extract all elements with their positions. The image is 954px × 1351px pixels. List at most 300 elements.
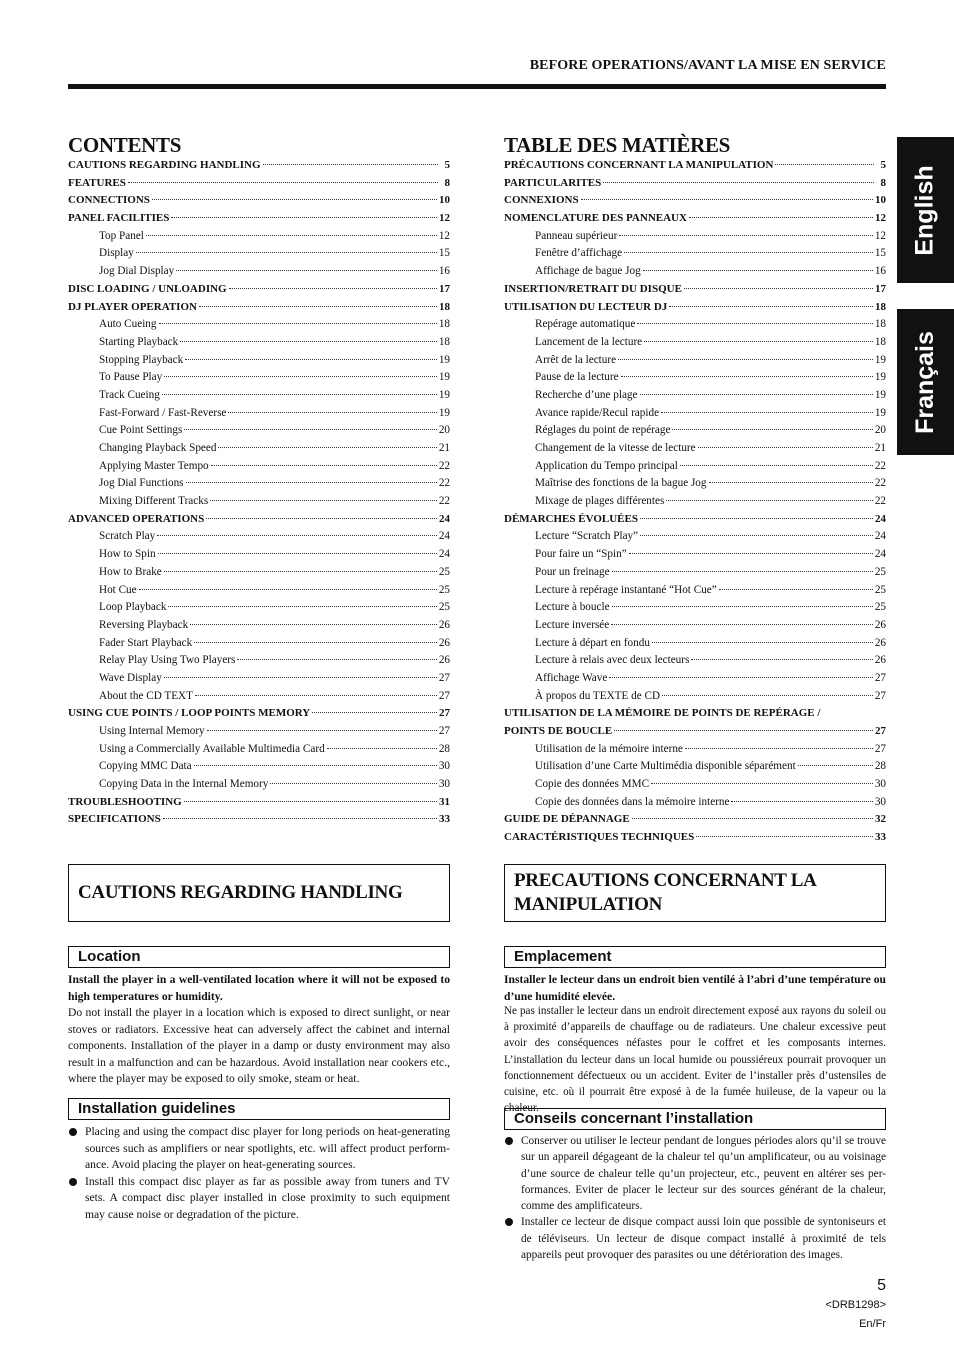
toc-entry-page: 25 bbox=[438, 601, 450, 614]
toc-leader-dots bbox=[611, 624, 873, 625]
toc-entry[interactable] bbox=[68, 707, 450, 725]
toc-entry-label: ADVANCED OPERATIONS bbox=[68, 512, 205, 525]
toc-leader-dots bbox=[229, 288, 437, 289]
toc-entry-page: 31 bbox=[439, 795, 450, 808]
toc-entry-label: USING CUE POINTS / LOOP POINTS MEMORY bbox=[68, 707, 311, 720]
toc-leader-dots bbox=[680, 465, 873, 466]
toc-entry-page: 19 bbox=[438, 371, 450, 384]
toc-entry-page: 33 bbox=[875, 831, 886, 844]
toc-entry[interactable] bbox=[68, 424, 450, 442]
toc-entry-label: DISC LOADING / UNLOADING bbox=[68, 282, 227, 295]
toc-entry-label: DÉMARCHES ÉVOLUÉES bbox=[504, 512, 638, 525]
toc-entry[interactable] bbox=[504, 424, 886, 442]
toc-entry[interactable] bbox=[68, 407, 450, 425]
toc-entry-page: 18 bbox=[875, 300, 886, 313]
toc-leader-dots bbox=[652, 642, 873, 643]
document-code: <DRB1298> bbox=[825, 1299, 886, 1311]
toc-leader-dots bbox=[719, 589, 873, 590]
toc-entry-label: Lecture “Scratch Play” bbox=[535, 530, 639, 543]
toc-leader-dots bbox=[632, 818, 873, 819]
toc-entry[interactable] bbox=[504, 760, 886, 778]
toc-entry-page: 24 bbox=[874, 548, 886, 561]
toc-entry-page: 32 bbox=[875, 813, 886, 826]
toc-entry[interactable] bbox=[504, 707, 886, 725]
toc-entry-page: 27 bbox=[874, 742, 886, 755]
toc-entry-page: 19 bbox=[438, 353, 450, 366]
toc-entry-label: SPECIFICATIONS bbox=[68, 813, 161, 826]
toc-leader-dots bbox=[691, 659, 872, 660]
toc-entry-label: FEATURES bbox=[68, 176, 126, 189]
language-tab-label: English bbox=[911, 164, 940, 256]
toc-entry[interactable] bbox=[504, 212, 886, 230]
toc-entry-page: 22 bbox=[874, 459, 886, 472]
toc-entry-page: 25 bbox=[438, 565, 450, 578]
toc-entry-page: 22 bbox=[874, 477, 886, 490]
toc-leader-dots bbox=[709, 482, 873, 483]
language-tab-english[interactable] bbox=[897, 137, 954, 283]
toc-entry-page: 19 bbox=[874, 371, 886, 384]
toc-entry-label: Using Internal Memory bbox=[99, 725, 205, 737]
toc-entry[interactable] bbox=[68, 354, 450, 372]
toc-entry[interactable] bbox=[504, 548, 886, 566]
toc-entry-page: 22 bbox=[438, 495, 450, 508]
toc-entry[interactable] bbox=[68, 371, 450, 389]
toc-leader-dots bbox=[184, 801, 437, 802]
toc-entry-label: Réglages du point de repérage bbox=[535, 424, 671, 437]
toc-entry-page: 33 bbox=[439, 813, 450, 826]
toc-entry[interactable] bbox=[504, 389, 886, 407]
toc-entry-page: 25 bbox=[438, 583, 450, 596]
toc-entry-page: 16 bbox=[874, 265, 886, 278]
toc-leader-dots bbox=[176, 270, 437, 271]
toc-leader-dots bbox=[128, 182, 438, 183]
toc-entry-label: PANEL FACILITIES bbox=[68, 212, 170, 225]
toc-entry[interactable] bbox=[504, 584, 886, 602]
toc-entry[interactable] bbox=[504, 194, 886, 212]
toc-leader-dots bbox=[190, 624, 437, 625]
toc-entry-page: 26 bbox=[874, 654, 886, 667]
toc-entry-page: 17 bbox=[875, 282, 886, 295]
toc-leader-dots bbox=[168, 606, 436, 607]
toc-entry-label: Lecture inversée bbox=[535, 618, 610, 631]
toc-entry[interactable] bbox=[504, 460, 886, 478]
subsection-title: Conseils concernant l’installation bbox=[504, 1108, 886, 1130]
toc-entry[interactable] bbox=[68, 654, 450, 672]
toc-entry-label: Applying Master Tempo bbox=[99, 459, 209, 472]
toc-entry-page: 27 bbox=[874, 671, 886, 684]
toc-entry[interactable] bbox=[68, 813, 450, 831]
toc-entry[interactable] bbox=[68, 460, 450, 478]
toc-leader-dots bbox=[139, 589, 437, 590]
toc-entry-label: Relay Play Using Two Players bbox=[99, 654, 236, 667]
toc-entry[interactable] bbox=[68, 318, 450, 336]
toc-entry-label: NOMENCLATURE DES PANNEAUX bbox=[504, 212, 687, 225]
toc-entry-label: Wave Display bbox=[99, 671, 162, 684]
toc-entry[interactable] bbox=[504, 796, 886, 814]
toc-entry-page: 12 bbox=[875, 212, 886, 225]
toc-entry-label: Pour un freinage bbox=[535, 565, 610, 578]
toc-entry-page: 27 bbox=[874, 689, 886, 702]
toc-entry[interactable] bbox=[68, 247, 450, 265]
toc-entry-page: 27 bbox=[875, 725, 886, 737]
toc-leader-dots bbox=[211, 465, 437, 466]
subsection-title: Emplacement bbox=[504, 946, 886, 968]
toc-entry-label: How to Spin bbox=[99, 548, 156, 561]
section-title-box bbox=[68, 864, 450, 922]
toc-leader-dots bbox=[228, 412, 436, 413]
toc-leader-dots bbox=[237, 659, 436, 660]
toc-leader-dots bbox=[207, 730, 437, 731]
toc-entry-label: Lecture à boucle bbox=[535, 601, 610, 614]
toc-entry[interactable] bbox=[68, 637, 450, 655]
toc-entry[interactable] bbox=[504, 407, 886, 425]
toc-leader-dots bbox=[199, 306, 437, 307]
toc-leader-dots bbox=[798, 765, 873, 766]
toc-leader-dots bbox=[624, 252, 873, 253]
toc-leader-dots bbox=[672, 429, 872, 430]
toc-entry-page: 18 bbox=[438, 335, 450, 348]
toc-entry-label: Stopping Playback bbox=[99, 353, 184, 366]
toc-entry[interactable] bbox=[504, 513, 886, 531]
toc-entry[interactable] bbox=[68, 495, 450, 513]
toc-entry-label: Lecture à départ en fondu bbox=[535, 636, 650, 649]
toc-entry[interactable] bbox=[504, 530, 886, 548]
toc-entry[interactable] bbox=[68, 796, 450, 814]
table-of-contents bbox=[504, 159, 886, 849]
toc-entry-label: Fenêtre d’affichage bbox=[535, 247, 623, 260]
toc-entry[interactable] bbox=[68, 778, 450, 796]
toc-entry-label: How to Brake bbox=[99, 565, 162, 578]
toc-entry-label: Jog Dial Display bbox=[99, 265, 175, 278]
toc-entry-label: À propos du TEXTE de CD bbox=[535, 689, 661, 702]
toc-entry[interactable] bbox=[504, 654, 886, 672]
toc-entry-page: 19 bbox=[874, 353, 886, 366]
toc-entry[interactable] bbox=[504, 477, 886, 495]
toc-entry[interactable] bbox=[504, 778, 886, 796]
toc-entry-page: 24 bbox=[438, 548, 450, 561]
toc-entry-page: 20 bbox=[874, 424, 886, 437]
toc-entry-label: Recherche d’une plage bbox=[535, 388, 638, 401]
toc-entry-page: 27 bbox=[438, 671, 450, 684]
toc-entry-page: 27 bbox=[438, 689, 450, 702]
toc-entry-label: Copying Data in the Internal Memory bbox=[99, 778, 269, 791]
toc-entry-label: Scratch Play bbox=[99, 530, 156, 543]
toc-entry[interactable] bbox=[504, 725, 886, 743]
toc-entry-label: About the CD TEXT bbox=[99, 689, 193, 702]
language-tab-french[interactable] bbox=[897, 309, 954, 455]
toc-entry[interactable] bbox=[504, 566, 886, 584]
toc-entry-label: Mixage de plages différentes bbox=[535, 495, 665, 508]
toc-entry[interactable] bbox=[68, 477, 450, 495]
toc-entry-label: INSERTION/RETRAIT DU DISQUE bbox=[504, 282, 682, 295]
toc-entry[interactable] bbox=[504, 831, 886, 849]
toc-entry[interactable] bbox=[504, 247, 886, 265]
toc-entry[interactable] bbox=[68, 743, 450, 761]
toc-leader-dots bbox=[640, 535, 873, 536]
toc-entry-page: 19 bbox=[874, 388, 886, 401]
toc-entry-label: Jog Dial Functions bbox=[99, 477, 184, 490]
toc-entry[interactable] bbox=[504, 813, 886, 831]
toc-entry[interactable] bbox=[68, 442, 450, 460]
toc-entry-page: 22 bbox=[438, 459, 450, 472]
toc-entry[interactable] bbox=[504, 177, 886, 195]
toc-entry-label: Starting Playback bbox=[99, 335, 179, 348]
toc-entry[interactable] bbox=[504, 159, 886, 177]
toc-leader-dots bbox=[619, 235, 872, 236]
location-body: Do not install the player in a location which is exposed to direct sunlight, or near stoves or radiators. Excessive heat can adversely affect the cabinet and internal components. Installation of the player in a damp or dusty environment may also result in a malfunction and can be hazardous. Avoid installation near cookers etc., where the player may be exposed to oily smoke, steam or heat. bbox=[68, 1006, 450, 1086]
toc-entry-label: Affichage de bague Jog bbox=[535, 265, 641, 278]
toc-entry-page: 18 bbox=[874, 335, 886, 348]
toc-leader-dots bbox=[186, 482, 437, 483]
toc-entry[interactable] bbox=[68, 725, 450, 743]
toc-entry-label: CARACTÉRISTIQUES TECHNIQUES bbox=[504, 831, 695, 844]
toc-entry-label: Copying MMC Data bbox=[99, 760, 192, 773]
toc-leader-dots bbox=[629, 553, 873, 554]
toc-entry[interactable] bbox=[68, 619, 450, 637]
toc-entry-page: 30 bbox=[438, 760, 450, 773]
toc-entry-label: Lancement de la lecture bbox=[535, 335, 643, 348]
toc-entry[interactable] bbox=[68, 389, 450, 407]
toc-entry-page: 19 bbox=[874, 406, 886, 419]
toc-entry-page: 8 bbox=[880, 176, 886, 189]
toc-leader-dots bbox=[164, 677, 437, 678]
toc-entry[interactable] bbox=[504, 265, 886, 283]
toc-leader-dots bbox=[612, 571, 873, 572]
toc-leader-dots bbox=[661, 412, 873, 413]
toc-leader-dots bbox=[263, 164, 438, 165]
toc-leader-dots bbox=[612, 606, 873, 607]
toc-entry-page: 18 bbox=[438, 318, 450, 331]
toc-leader-dots bbox=[195, 695, 437, 696]
toc-entry-page: 19 bbox=[438, 406, 450, 419]
toc-entry[interactable] bbox=[504, 442, 886, 460]
toc-leader-dots bbox=[618, 359, 873, 360]
toc-entry[interactable] bbox=[68, 159, 450, 177]
toc-leader-dots bbox=[162, 394, 437, 395]
toc-entry-page: 21 bbox=[438, 442, 450, 454]
toc-entry[interactable] bbox=[68, 265, 450, 283]
toc-entry-label: Utilisation d’une Carte Multimédia disponible séparément bbox=[535, 760, 796, 773]
toc-entry-page: 21 bbox=[874, 442, 886, 454]
toc-leader-dots bbox=[609, 677, 873, 678]
location-lead: Installer le lecteur dans un endroit bien ventilé à l’abri d’une température ou d’une humidité elevée. bbox=[504, 973, 886, 1003]
toc-heading: CONTENTS bbox=[68, 133, 182, 157]
toc-leader-dots bbox=[194, 642, 437, 643]
toc-entry[interactable] bbox=[504, 230, 886, 248]
toc-entry-page: 17 bbox=[439, 282, 450, 295]
toc-entry-label: UTILISATION DU LECTEUR DJ bbox=[504, 300, 668, 313]
toc-entry[interactable] bbox=[68, 548, 450, 566]
toc-entry-label: Top Panel bbox=[99, 229, 144, 242]
toc-entry-label: Pour faire un “Spin” bbox=[535, 548, 627, 561]
toc-entry[interactable] bbox=[504, 601, 886, 619]
toc-entry[interactable] bbox=[68, 336, 450, 354]
toc-leader-dots bbox=[581, 199, 873, 200]
toc-entry-label: CONNECTIONS bbox=[68, 194, 150, 207]
subsection-title: Location bbox=[68, 946, 450, 968]
install-bullet-list bbox=[504, 1133, 886, 1263]
toc-entry-page: 15 bbox=[874, 247, 886, 260]
toc-entry-label: Copie des données MMC bbox=[535, 778, 650, 791]
toc-entry[interactable] bbox=[504, 283, 886, 301]
toc-entry-page: 10 bbox=[875, 194, 886, 207]
bullet-item: Installer ce lecteur de disque compact aussi loin que possible de syntoniseurs et de téléviseurs. Un lecteur de disque compact installé à proximité de tels appareils peut provoquer des parasites ou une détérioration des images. bbox=[504, 1214, 886, 1263]
toc-leader-dots bbox=[136, 252, 437, 253]
toc-entry-page: 25 bbox=[874, 601, 886, 614]
toc-entry-page: 26 bbox=[438, 654, 450, 667]
toc-entry[interactable] bbox=[504, 672, 886, 690]
toc-entry-page: 27 bbox=[439, 707, 450, 720]
toc-entry[interactable] bbox=[68, 566, 450, 584]
toc-entry-label: GUIDE DE DÉPANNAGE bbox=[504, 813, 630, 826]
section-title-box bbox=[504, 864, 886, 922]
toc-entry-page: 27 bbox=[438, 725, 450, 737]
toc-leader-dots bbox=[666, 500, 872, 501]
toc-entry-label: CONNEXIONS bbox=[504, 194, 579, 207]
toc-entry[interactable] bbox=[68, 194, 450, 212]
toc-entry-label: Fast-Forward / Fast-Reverse bbox=[99, 406, 227, 419]
toc-entry-page: 12 bbox=[874, 229, 886, 242]
toc-leader-dots bbox=[218, 447, 436, 448]
toc-entry[interactable] bbox=[504, 354, 886, 372]
toc-entry[interactable] bbox=[504, 637, 886, 655]
toc-leader-dots bbox=[206, 518, 437, 519]
toc-entry-page: 10 bbox=[439, 194, 450, 207]
toc-entry-label: Reversing Playback bbox=[99, 618, 189, 631]
toc-leader-dots bbox=[171, 217, 437, 218]
page-number: 5 bbox=[877, 1277, 886, 1294]
toc-entry-page: 25 bbox=[874, 565, 886, 578]
toc-entry[interactable] bbox=[68, 601, 450, 619]
toc-entry-label: Arrêt de la lecture bbox=[535, 353, 617, 366]
header-rule bbox=[68, 84, 886, 89]
toc-entry-page: 12 bbox=[439, 212, 450, 225]
toc-entry-label: Maîtrise des fonctions de la bague Jog bbox=[535, 477, 707, 490]
toc-entry[interactable] bbox=[504, 301, 886, 319]
toc-leader-dots bbox=[644, 341, 873, 342]
toc-entry-page: 15 bbox=[438, 247, 450, 260]
toc-entry-label: Track Cueing bbox=[99, 388, 160, 401]
toc-leader-dots bbox=[685, 748, 873, 749]
toc-entry-label: DJ PLAYER OPERATION bbox=[68, 300, 197, 313]
toc-entry-label: Affichage Wave bbox=[535, 671, 608, 684]
toc-leader-dots bbox=[696, 836, 873, 837]
toc-entry[interactable] bbox=[68, 760, 450, 778]
toc-leader-dots bbox=[698, 447, 873, 448]
toc-entry[interactable] bbox=[504, 743, 886, 761]
toc-entry-label: POINTS DE BOUCLE bbox=[504, 725, 613, 737]
toc-entry-label: Panneau supérieur bbox=[535, 229, 618, 242]
toc-entry-label: Hot Cue bbox=[99, 583, 137, 596]
toc-leader-dots bbox=[159, 323, 437, 324]
toc-entry-label: Pause de la lecture bbox=[535, 371, 619, 384]
toc-entry[interactable] bbox=[68, 513, 450, 531]
toc-leader-dots bbox=[146, 235, 437, 236]
toc-leader-dots bbox=[640, 394, 873, 395]
toc-entry-page: 24 bbox=[875, 512, 886, 525]
toc-entry[interactable] bbox=[68, 530, 450, 548]
toc-entry-label: UTILISATION DE LA MÉMOIRE DE POINTS DE REPÉRAGE / bbox=[504, 707, 821, 720]
toc-entry-label: TROUBLESHOOTING bbox=[68, 795, 182, 808]
toc-entry-label: Utilisation de la mémoire interne bbox=[535, 742, 683, 755]
toc-entry-label: Mixing Different Tracks bbox=[99, 495, 209, 508]
toc-leader-dots bbox=[184, 429, 437, 430]
bullet-item: Conserver ou utiliser le lecteur pendant de longues périodes alors qu’il se trouve sur un appareil dégageant de la chaleur tel qu’un amplificateur, ou au voisinage d’une source de chaleur telle qu’un projecteur, etc., peuvent en altérer ses per-formances. Eviter de placer le lecteur sur des sources générant de la chaleur, comme des amplificateurs. bbox=[504, 1133, 886, 1214]
toc-leader-dots bbox=[180, 341, 437, 342]
toc-leader-dots bbox=[157, 535, 437, 536]
toc-leader-dots bbox=[669, 306, 873, 307]
toc-leader-dots bbox=[603, 182, 874, 183]
toc-leader-dots bbox=[152, 199, 437, 200]
toc-leader-dots bbox=[327, 748, 437, 749]
toc-entry[interactable] bbox=[68, 212, 450, 230]
toc-entry[interactable] bbox=[504, 318, 886, 336]
toc-heading: TABLE DES MATIÈRES bbox=[504, 133, 731, 157]
toc-entry-label: PRÉCAUTIONS CONCERNANT LA MANIPULATION bbox=[504, 159, 774, 171]
bullet-item: Install this compact disc player as far as possible away from tuners and TV sets. A compact disc player installed in close proximity to such equipment may cause noise or degradation of the picture. bbox=[68, 1174, 450, 1224]
toc-entry-page: 24 bbox=[439, 512, 450, 525]
toc-entry-page: 30 bbox=[874, 795, 886, 808]
toc-entry-page: 18 bbox=[874, 318, 886, 331]
toc-entry[interactable] bbox=[504, 336, 886, 354]
toc-entry-page: 25 bbox=[874, 583, 886, 596]
toc-leader-dots bbox=[158, 553, 437, 554]
toc-entry[interactable] bbox=[68, 672, 450, 690]
toc-entry-label: Lecture à relais avec deux lecteurs bbox=[535, 654, 690, 667]
toc-entry[interactable] bbox=[68, 283, 450, 301]
toc-entry-label: Display bbox=[99, 247, 134, 260]
toc-entry-label: Lecture à repérage instantané “Hot Cue” bbox=[535, 583, 717, 596]
toc-entry-page: 18 bbox=[439, 300, 450, 313]
toc-leader-dots bbox=[163, 818, 437, 819]
location-lead: Install the player in a well-ventilated location where it will not be exposed to high temperatures or humidity. bbox=[68, 973, 450, 1003]
toc-entry-page: 16 bbox=[438, 265, 450, 278]
toc-entry-page: 26 bbox=[874, 618, 886, 631]
toc-leader-dots bbox=[164, 376, 437, 377]
toc-leader-dots bbox=[185, 359, 437, 360]
toc-entry[interactable] bbox=[504, 371, 886, 389]
toc-entry-page: 28 bbox=[874, 760, 886, 773]
toc-entry[interactable] bbox=[68, 177, 450, 195]
toc-leader-dots bbox=[775, 164, 874, 165]
toc-leader-dots bbox=[164, 571, 437, 572]
toc-entry-page: 28 bbox=[438, 742, 450, 755]
toc-entry[interactable] bbox=[68, 690, 450, 708]
toc-entry-label: To Pause Play bbox=[99, 371, 163, 384]
table-of-contents bbox=[68, 159, 450, 831]
toc-entry-page: 19 bbox=[438, 388, 450, 401]
toc-entry-label: Changing Playback Speed bbox=[99, 442, 217, 454]
toc-entry-page: 24 bbox=[874, 530, 886, 543]
toc-leader-dots bbox=[731, 801, 872, 802]
toc-entry[interactable] bbox=[504, 495, 886, 513]
toc-entry[interactable] bbox=[504, 619, 886, 637]
toc-entry[interactable] bbox=[68, 301, 450, 319]
toc-leader-dots bbox=[621, 376, 873, 377]
section-title: CAUTIONS REGARDING HANDLING bbox=[78, 882, 403, 903]
subsection-title: Installation guidelines bbox=[68, 1098, 450, 1120]
toc-entry[interactable] bbox=[504, 690, 886, 708]
toc-leader-dots bbox=[684, 288, 873, 289]
toc-entry-page: 26 bbox=[438, 636, 450, 649]
toc-entry-page: 5 bbox=[880, 159, 886, 171]
toc-leader-dots bbox=[643, 270, 873, 271]
toc-entry[interactable] bbox=[68, 584, 450, 602]
toc-leader-dots bbox=[637, 323, 872, 324]
toc-entry-page: 12 bbox=[438, 229, 450, 242]
running-header: BEFORE OPERATIONS/AVANT LA MISE EN SERVICE bbox=[529, 58, 886, 73]
toc-entry[interactable] bbox=[68, 230, 450, 248]
